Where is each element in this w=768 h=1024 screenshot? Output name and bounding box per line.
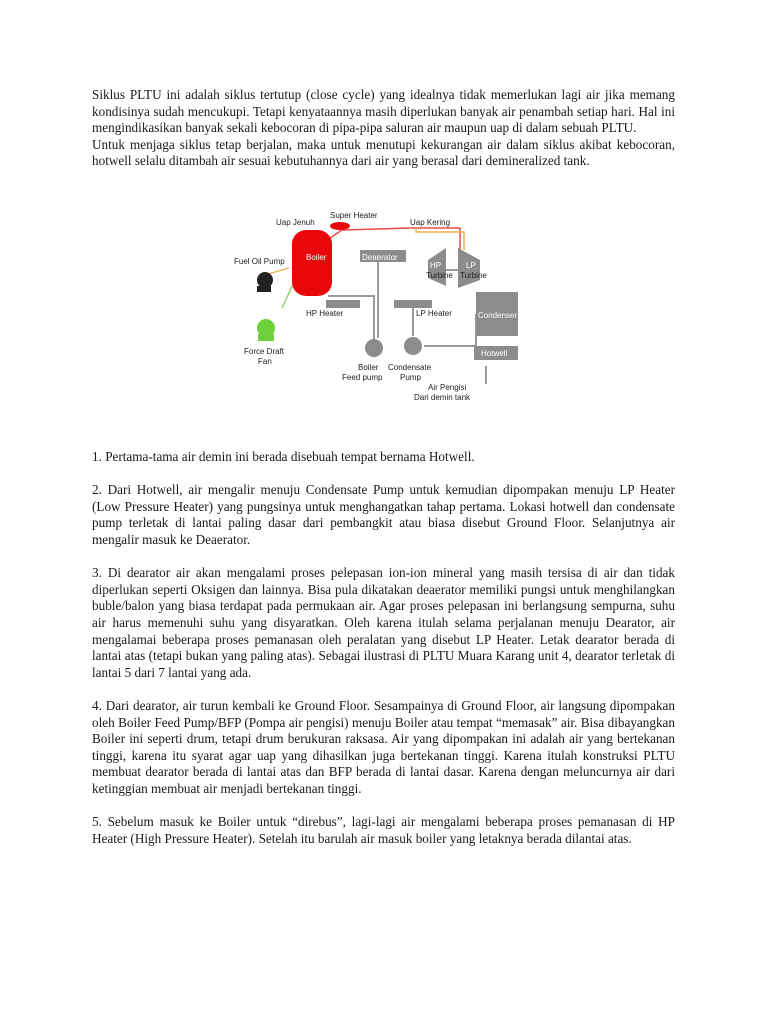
condensate-pipe [424,314,476,346]
label-uap-jenuh: Uap Jenuh [276,218,315,227]
intro-section [92,87,675,170]
step-3: 3. Di dearator air akan mengalami proses pelepasan ion-ion mineral yang masih tersisa di air dan tidak diperlukan seperti Oksigen dan lainnya. Bisa pula dikatakan deaerator memiliki pungsi untuk menghilangkan buble/balon yang biasa terdapat pada permukaan air. Agar proses pelepasan ini berlangsung sempurna, suhu air harus memenuhi suhu yang disyaratkan. Oleh karena itulah selama perjalanan menuju Dearator, air mengalamai beberapa proses pemanasan oleh peralatan yang disebut LP Heater. Letak dearator berada di lantai atas (tetapi bukan yang paling atas). Sebagai ilustrasi di PLTU Muara Karang unit 4, dearator terletak di lantai 5 dari 7 lantai yang ada. [92,565,675,680]
super-heater-shape [330,222,350,230]
label-lp-turbine-1: LP [466,261,476,270]
label-bfp-2: Feed pump [342,373,383,382]
label-lp-turbine-2: Turbine [460,271,487,280]
label-condenser: Condenser [478,311,518,320]
label-hp-turbine-1: HP [430,261,442,270]
step-4: 4. Dari dearator, air turun kembali ke Ground Floor. Sesampainya di Ground Floor, air langsung dipompakan oleh Boiler Feed Pump/BFP (Pompa air pengisi) menuju Boiler atau tempat “memasak” air. Bisa dibayangkan Boiler ini seperti drum, tetapi drum berukuran raksasa. Air yang dipompakan ini adalah air yang bertekanan tinggi, karena itu syarat agar uap yang dihasilkan juga bertekanan tinggi. Karena itulah konstruksi PLTU membuat dearator berada di lantai atas dan BFP berada di lantai dasar. Karena dengan meluncurnya air dari ketinggian membuat air menjadi bertekanan tinggi. [92,697,675,796]
label-uap-kering: Uap Kering [410,218,451,227]
intro-paragraph-1: Siklus PLTU ini adalah siklus tertutup (close cycle) yang idealnya tidak memerlukan lagi air jika memang kondisinya sudah mencukupi. Tetapi kenyataannya masih diperlukan banyak air penambah setiap hari. Hal ini mengindikasikan banyak sekali kebocoran di pipa-pipa saluran air maupun uap di dalam sebuah PLTU. [92,87,675,136]
step-5: 5. Sebelum masuk ke Boiler untuk “direbus”, lagi-lagi air mengalami beberapa proses pemanasan di HP Heater (High Pressure Heater). Setelah itu barulah air masuk boiler yang letaknya berada dilantai atas. [92,814,675,846]
boiler-shape [292,230,332,296]
label-lp-heater: LP Heater [416,309,452,318]
label-cp-2: Pump [400,373,421,382]
label-air-pengisi-2: Dari demin tank [414,393,471,402]
label-force-draft-2: Fan [258,357,272,366]
label-bfp-1: Boiler [358,363,379,372]
pltu-cycle-diagram [228,208,518,408]
label-cp-1: Condensate [388,363,432,372]
label-hp-turbine-2: Turbine [426,271,453,280]
label-hp-heater: HP Heater [306,309,344,318]
condensate-pump-shape [404,337,422,355]
lp-heater-shape [394,300,432,308]
label-boiler: Boiler [306,253,327,262]
step-2: 2. Dari Hotwell, air mengalir menuju Condensate Pump untuk kemudian dipompakan menuju LP Heater (Low Pressure Heater) yang pungsinya untuk menghangatkan tahap pertama. Lokasi hotwell dan condensate pump terletak di lantai paling dasar dari pembangkit atau biasa disebut Ground Floor. Selanjutnya air mengalir masuk ke Deaerator. [92,482,675,547]
step-1: 1. Pertama-tama air demin ini berada disebuah tempat bernama Hotwell. [92,449,475,464]
hp-heater-shape [326,300,360,308]
label-fuel-oil-pump: Fuel Oil Pump [234,257,285,266]
fuel-oil-pump-base [257,286,271,292]
boiler-feed-pump-shape [365,339,383,357]
fuel-oil-pump-shape [257,272,273,288]
fuel-pipe [268,268,289,274]
label-air-pengisi-1: Air Pengisi [428,383,467,392]
hot-steam-pipe [416,228,464,250]
label-force-draft-1: Force Draft [244,347,285,356]
steps-section [92,449,675,864]
intro-paragraph-2: Untuk menjaga siklus tetap berjalan, maka untuk menutupi kekurangan air dalam siklus akibat kebocoran, hotwell selalu ditambah air sesuai kebutuhannya dari air yang berasal dari demineralized tank. [92,136,675,169]
label-super-heater: Super Heater [330,211,378,220]
force-draft-fan-base [258,334,274,341]
label-hotwell: Hotwell [481,349,508,358]
label-deaerator: Deaerator [362,253,398,262]
